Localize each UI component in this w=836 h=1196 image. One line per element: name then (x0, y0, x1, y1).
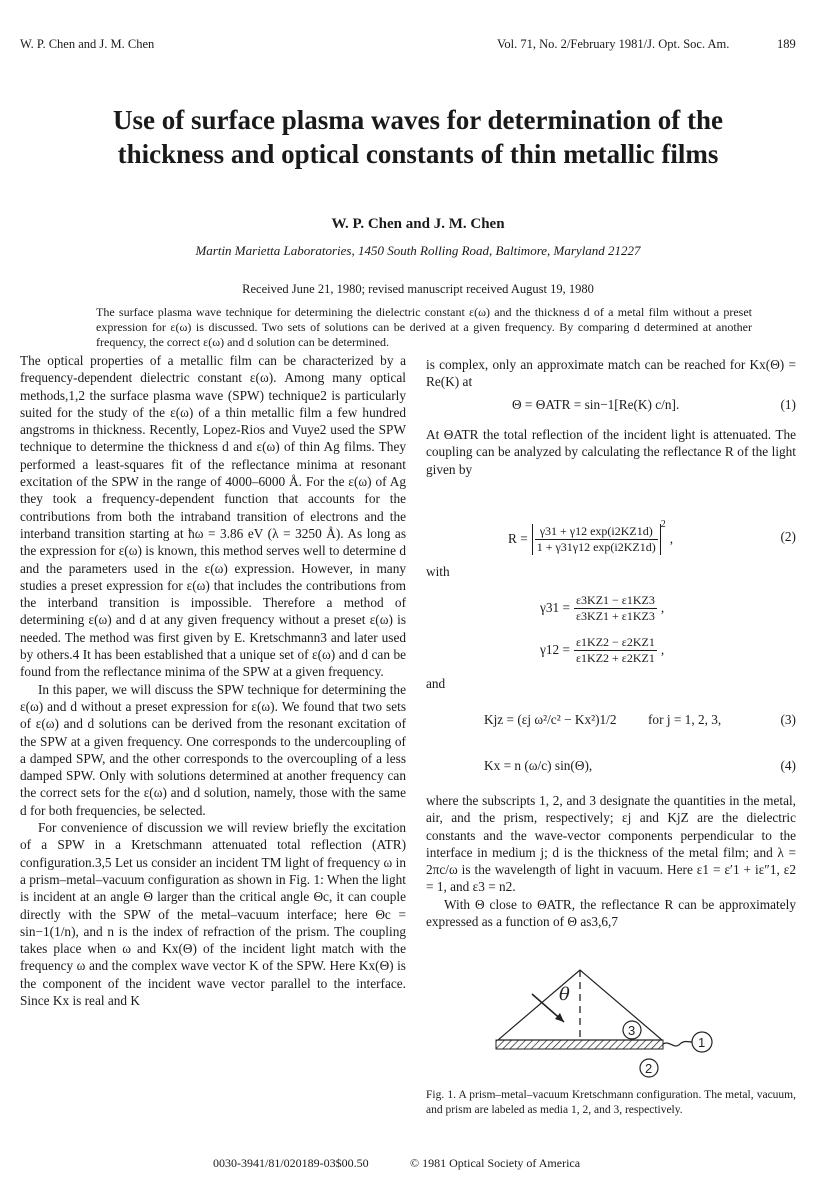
paragraph: At ΘATR the total reflection of the incident light is attenuated. The coupling can be analyzed by calculating the reflectance R of the light given by (426, 427, 796, 477)
eq2-power: 2 (660, 519, 666, 530)
title-line-2: thickness and optical constants of thin metallic films (117, 139, 719, 169)
metal-film (496, 1040, 663, 1049)
received-dates: Received June 21, 1980; revised manuscript received August 19, 1980 (242, 282, 594, 296)
prism (498, 970, 662, 1040)
label-1-leader (663, 1042, 692, 1046)
running-header-authors: W. P. Chen and J. M. Chen (20, 37, 155, 51)
equation-number-2: (2) (780, 529, 796, 544)
article-title (30, 103, 806, 171)
right-paragraph-1 (426, 356, 796, 391)
paragraph: is complex, only an approximate match can be reached for Kx(Θ) = Re(K) at (426, 357, 796, 390)
paragraph: For convenience of discussion we will review briefly the excitation of a SPW in a Kretschmann attenuated total reflection (ATR) configuration.3,5 Let us consider an incident TM light of frequency ω in a prism–metal–vacuum configuration as shown in Fig. 1: When the light is incident at an angle Θ larger than the critical angle Θc, it can couple directly with the SPW of the metal–vacuum interface; here Θc = sin−1(1/n), and n is the index of refraction of the prism. The coupling takes place when ω and Kx(Θ) of the incident light match with the frequency ω and the complex wave vector K of the SPW. Here Kx(Θ) is the component of the incident wave vector parallel to the interface. Since Kx is real and K (20, 820, 406, 1008)
eq2-numerator: γ31 + γ12 exp(i2KZ1d) (535, 524, 658, 540)
gamma31-numerator: ε3KZ1 − ε1KZ3 (576, 592, 655, 607)
label-3-text: 3 (628, 1023, 636, 1038)
page-number: 189 (777, 37, 796, 51)
gamma31-comma: , (660, 600, 665, 615)
eq2-denominator: 1 + γ31γ12 exp(i2KZ1d) (536, 539, 656, 554)
gamma12-equation (540, 632, 664, 668)
paragraph: where the subscripts 1, 2, and 3 designate the quantities in the metal, air, and the prism, respectively; εj and KjZ are the dielectric constants and the wave-vector components perpendicular to the interface in medium j; d is the thickness of the metal film; and λ = 2πc/ω is the wavelength of light in vacuum. Here ε1 = ε′1 + iε″1, ε2 = 1, and ε3 = n2. (426, 793, 796, 895)
gamma12-numerator: ε1KZ2 − ε2KZ1 (576, 634, 655, 649)
and-word: and (426, 676, 446, 691)
gamma31-equation (540, 590, 664, 626)
right-paragraph-2 (426, 426, 796, 478)
abstract: The surface plasma wave technique for determining the dielectric constant ε(ω) and the thickness d of a metal film without a preset expression for ε(ω) is discussed. Two sets of solutions can be derived at a given frequency. By comparing d determined at another frequency, the correct ε(ω) and d solution can be determined. (96, 305, 752, 349)
eq2-abs (532, 524, 661, 555)
gamma12-lhs: γ12 = (540, 642, 570, 657)
label-2-text: 2 (645, 1061, 653, 1076)
gamma12-fraction (574, 635, 657, 666)
equation-number-3: (3) (780, 712, 796, 727)
gamma12-comma: , (660, 642, 665, 657)
gamma12-denominator: ε1KZ2 + ε2KZ1 (576, 650, 655, 665)
with-word: with (426, 564, 450, 579)
paragraph: With Θ close to ΘATR, the reflectance R can be approximately expressed as a function of Θ as3,6,7 (426, 896, 796, 930)
footer-code: 0030-3941/81/020189-03$00.50 (213, 1156, 369, 1170)
figure-1-diagram (480, 958, 740, 1078)
title-line-1: Use of surface plasma waves for determination of the (113, 105, 723, 135)
eq2-tail: , (669, 531, 674, 546)
footer-copyright: © 1981 Optical Society of America (410, 1156, 581, 1170)
gamma31-lhs: γ31 = (540, 600, 570, 615)
gamma31-fraction (574, 593, 657, 624)
equation-1: Θ = ΘATR = sin−1[Re(K) c/n]. (512, 397, 680, 412)
right-paragraph-3 (426, 792, 796, 930)
equation-4: Kx = n (ω/c) sin(Θ), (484, 758, 593, 773)
gamma31-denominator: ε3KZ1 + ε1KZ3 (576, 608, 655, 623)
eq2-lhs: R = (508, 531, 528, 546)
paragraph: In this paper, we will discuss the SPW technique for determining the ε(ω) and d without a preset expression for ε(ω). We found that two sets of ε(ω) and d solutions can be derived from the resonant excitation of the SPW at a given frequency. One corresponds to the undercoupling of a damped SPW, and the other corresponds to the overcoupling of a less damped SPW. Only with solutions determined at another frequency can the correct sets for the ε(ω) and d solution, namely, those with the same d for both frequencies, be selected. (20, 681, 406, 818)
label-1-text: 1 (698, 1035, 706, 1050)
theta-label: θ (559, 984, 570, 1005)
equation-2 (508, 519, 673, 559)
equation-number-1: (1) (780, 397, 796, 412)
affiliation: Martin Marietta Laboratories, 1450 South Rolling Road, Baltimore, Maryland 21227 (195, 243, 641, 258)
paragraph: The optical properties of a metallic film can be characterized by a frequency-dependent dielectric constant ε(ω). Among many optical methods,1,2 the surface plasma wave (SPW) technique2 is particularly suited for the study of the ε(ω) of a thin metallic film a few hundred angstroms in thickness. Recently, Lopez-Rios and Vuye2 used the SPW technique to determine the thickness d and ε(ω) of thin Ag films. They performed a least-squares fit of the reflectance minima at resonant excitation of the SPW in the range of 4000–6000 Å. For the ε(ω) of Ag they took a frequency-dependent function that accounts for the contributions from both the intraband transition of electrons and the interband transition starting at ħω = 3.86 eV (λ = 3250 Å). As long as the expression for ε(ω) is known, this method serves well to determine d and the parameters used in the ε(ω) expression. However, in many studies a preset expression for ε(ω) that includes the contributions from the interband transition is impossible. Therefore a method of determining ε(ω) and d at any given frequency without a preset ε(ω) is needed. The method was first given by E. Kretschmann3 and later used by others.4 It has been established that a unique set of ε(ω) and d can be found from the reflectance minima of the SPW at a given frequency. (20, 353, 406, 680)
figure-1-caption: Fig. 1. A prism–metal–vacuum Kretschmann configuration. The metal, vacuum, and prism are labeled as media 1, 2, and 3, respectively. (426, 1089, 796, 1116)
equation-3-condition: for j = 1, 2, 3, (648, 712, 722, 727)
equation-number-4: (4) (780, 758, 796, 773)
eq2-fraction (535, 524, 658, 555)
left-column (20, 352, 406, 1009)
running-header-journal: Vol. 71, No. 2/February 1981/J. Opt. Soc. Am. (497, 37, 730, 51)
equation-3: Kjz = (εj ω²/c² − Kx²)1/2 (484, 712, 617, 727)
authors: W. P. Chen and J. M. Chen (331, 216, 505, 232)
